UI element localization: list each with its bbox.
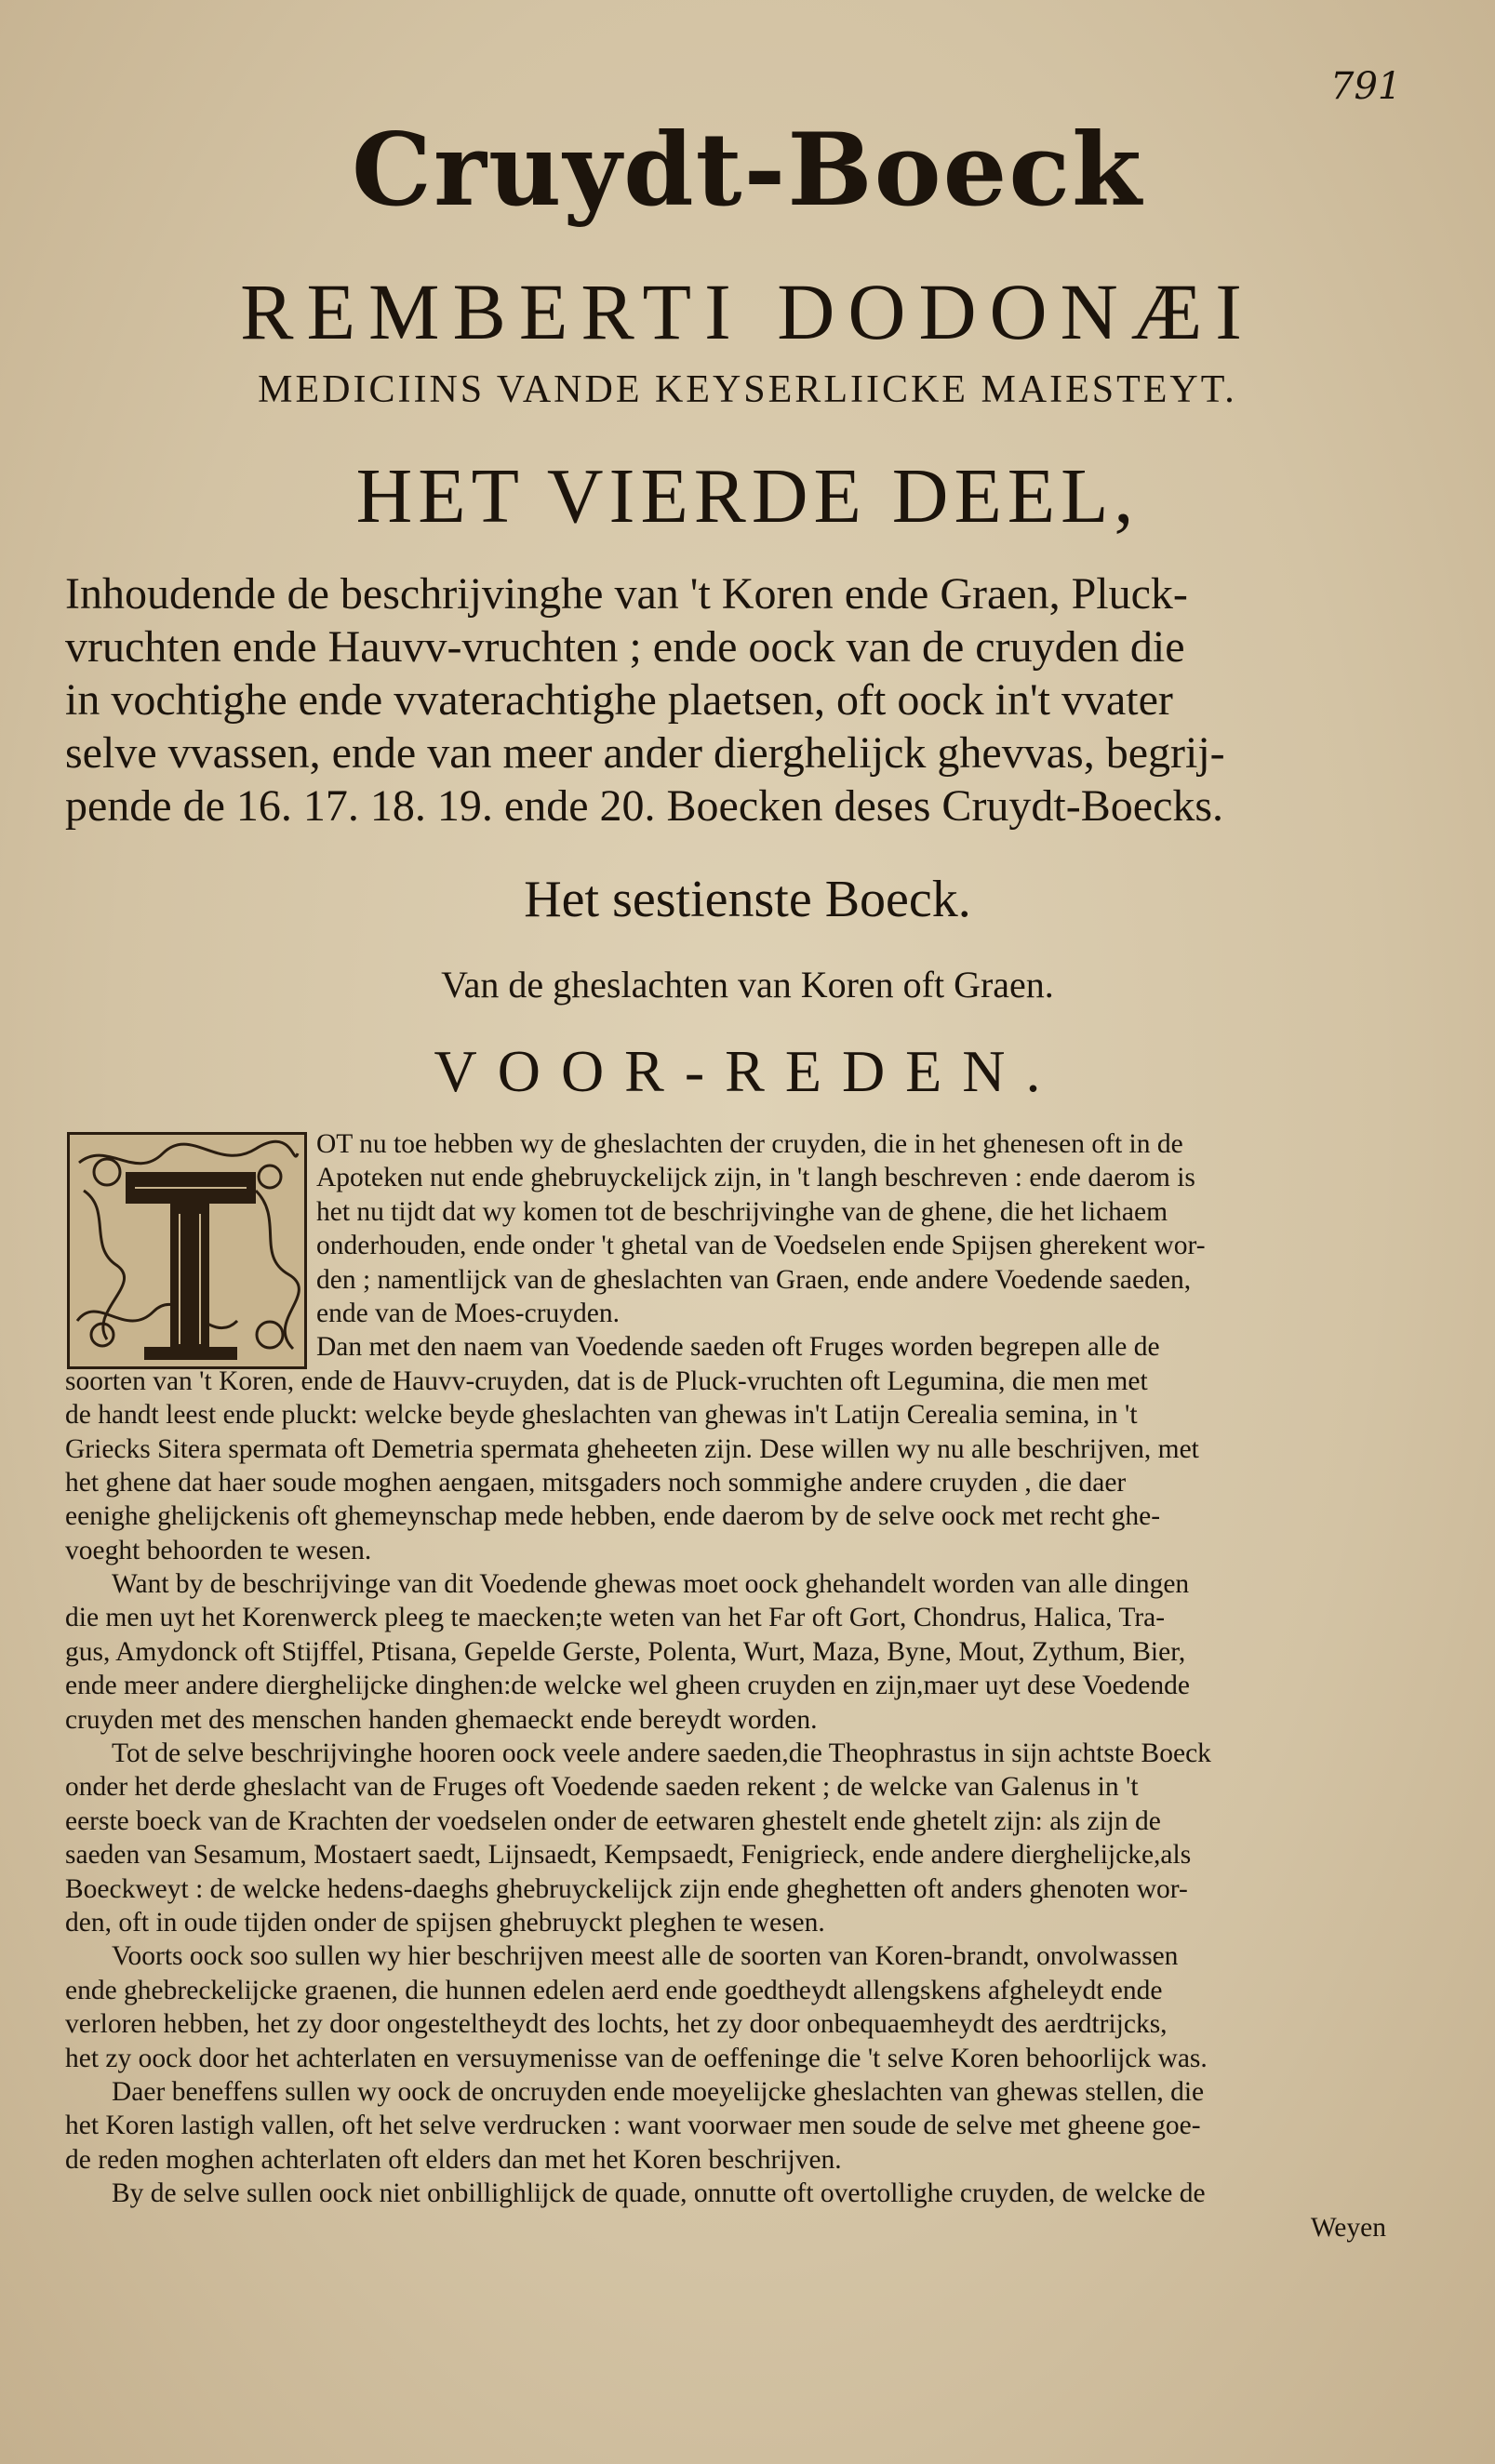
body-line: Daer beneffens sullen wy oock de oncruyden ende moeyelijcke gheslachten van ghewas stellen, die: [112, 2076, 1205, 2107]
intro-line: pende de 16. 17. 18. 19. ende 20. Boecken deses Cruydt-Boecks.: [65, 781, 1224, 831]
body-line: OT nu toe hebben wy de gheslachten der cruyden, die in het ghenesen oft in de: [316, 1129, 1183, 1159]
part-title: HET VIERDE DEEL,: [355, 453, 1140, 539]
body-line: saeden van Sesamum, Mostaert saedt, Lijnsaedt, Kempsaedt, Fenigrieck, ende andere dierghelijcke,als: [65, 1840, 1192, 1871]
intro-line: Inhoudende de beschrijvinghe van 't Koren ende Graen, Pluck-: [65, 569, 1188, 619]
intro-line: vruchten ende Hauvv-vruchten ; ende oock van de cruyden die: [65, 622, 1185, 672]
body-line: eenighe ghelijckenis oft ghemeynschap mede hebben, ende daerom by de selve oock met recht ghe-: [65, 1501, 1161, 1532]
intro-line: selve vvassen, ende van meer ander dierghelijck ghevvas, begrij-: [65, 728, 1225, 778]
book-title: Het sestienste Boeck.: [524, 871, 971, 928]
author-name: REMBERTI DODONÆI: [240, 267, 1255, 356]
body-line: die men uyt het Korenwerck pleeg te maecken;te weten van het Far oft Gort, Chondrus, Halica, Tra-: [65, 1603, 1166, 1633]
body-line: onderhouden, ende onder 't ghetal van de Voedselen ende Spijsen gherekent wor-: [316, 1231, 1206, 1261]
body-line: ende ghebreckelijcke graenen, die hunnen edelen aerd ende goedtheydt allengskens afgheleydt ende: [65, 1975, 1163, 2005]
body-line: cruyden met des menschen handen ghemaeckt ende bereydt worden.: [65, 1704, 818, 1735]
body-line: Tot de selve beschrijvinghe hooren oock veele andere saeden,die Theophrastus in sijn achtste Boeck: [112, 1738, 1211, 1769]
body-line: voeght behoorden te wesen.: [65, 1535, 372, 1565]
author-subtitle: MEDICIINS VANDE KEYSERLIICKE MAIESTEYT.: [258, 368, 1237, 411]
body-line: ende meer andere dierghelijcke dinghen:de welcke wel gheen cruyden en zijn,maer uyt dese Voedende: [65, 1671, 1190, 1701]
body-line: onder het derde gheslacht van de Fruges oft Voedende saeden rekent ; de welcke van Galenus in 't: [65, 1772, 1139, 1803]
catchword: Weyen: [1310, 2212, 1386, 2243]
body-line: soorten van 't Koren, ende de Hauvv-cruyden, dat is de Pluck-vruchten oft Legumina, die men met: [65, 1365, 1148, 1396]
body-line: de handt leest ende pluckt: welcke beyde gheslachten van ghewas in't Latijn Cerealia semina, in 't: [65, 1400, 1138, 1431]
body-line: de reden moghen achterlaten oft elders dan met het Koren beschrijven.: [65, 2144, 842, 2175]
book-subtitle: Van de gheslachten van Koren oft Graen.: [441, 964, 1054, 1006]
body-line: den ; namentlijck van de gheslachten van Graen, ende andere Voedende saeden,: [316, 1264, 1192, 1295]
intro-paragraph: [65, 567, 1405, 832]
page-title: Cruydt-Boeck: [352, 112, 1143, 229]
body-line: gus, Amydonck oft Stijffel, Ptisana, Gepelde Gerste, Polenta, Wurt, Maza, Byne, Mout, Zythum, Bier,: [65, 1636, 1186, 1667]
body-line: het Koren lastigh vallen, oft het selve verdrucken : want voorwaer men soude de selve met gheene goe-: [65, 2111, 1201, 2141]
body-line: Dan met den naem van Voedende saeden oft Fruges worden begrepen alle de: [316, 1332, 1160, 1363]
body-text: [65, 1127, 1414, 2244]
body-line: Voorts oock soo sullen wy hier beschrijven meest alle de soorten van Koren-brandt, onvolwassen: [112, 1941, 1179, 1972]
body-line: Boeckweyt : de welcke hedens-daeghs ghebruyckelijck zijn ende gheghetten oft anders ghenoten wor-: [65, 1873, 1188, 1904]
body-line: het ghene dat haer soude moghen aengaen, mitsgaders noch sommighe andere cruyden , die daer: [65, 1467, 1127, 1498]
body-line: Griecks Sitera spermata oft Demetria spermata gheheeten zijn. Dese willen wy nu alle beschrijven, met: [65, 1433, 1199, 1464]
body-line: het zy oock door het achterlaten en versuymenisse van de oeffeninge die 't selve Koren behoorlijck was.: [65, 2043, 1208, 2073]
body-line: Apoteken nut ende ghebruyckelijck zijn, in 't langh beschreven : ende daerom is: [316, 1163, 1195, 1193]
body-line: By de selve sullen oock niet onbillighlijck de quade, onnutte oft overtollighe cruyden, de welcke de: [112, 2178, 1206, 2209]
page-number: 791: [1330, 65, 1402, 108]
section-heading: VOOR-REDEN.: [434, 1038, 1061, 1104]
body-line: verloren hebben, het zy door ongesteltheydt des lochts, het zy door onbequaemheydt des aerdtrijcks,: [65, 2009, 1168, 2040]
body-line: het nu tijdt dat wy komen tot de beschrijvinghe van de ghene, die het lichaem: [316, 1196, 1168, 1227]
intro-line: in vochtighe ende vvaterachtighe plaetsen, oft oock in't vvater: [65, 675, 1173, 725]
body-line: den, oft in oude tijden onder de spijsen ghebruyckt pleghen te wesen.: [65, 1907, 825, 1938]
body-line: eerste boeck van de Krachten der voedselen onder de eetwaren ghestelt ende ghetelt zijn: als zijn de: [65, 1805, 1161, 1836]
body-line: Want by de beschrijvinge van dit Voedende ghewas moet oock ghehandelt worden van alle dingen: [112, 1569, 1190, 1600]
body-line: ende van de Moes-cruyden.: [316, 1298, 621, 1328]
